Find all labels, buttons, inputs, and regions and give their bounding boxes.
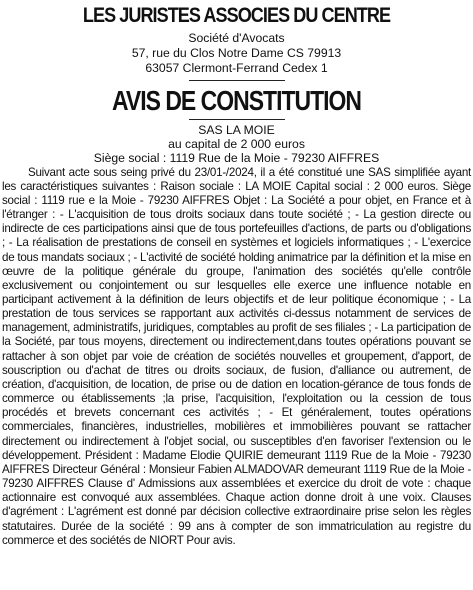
- divider: [189, 119, 285, 120]
- law-firm-details: [2, 31, 471, 76]
- company-name: SAS LA MOIE: [198, 123, 275, 137]
- company-capital: au capital de 2 000 euros: [168, 137, 305, 152]
- divider: [189, 80, 285, 81]
- law-firm-type: Société d'Avocats: [188, 31, 285, 45]
- notice-body: Suivant acte sous seing privé du 23/01-/2024, il a été constitué une SAS simplifiée ayant les caractéristiques suivantes : Raison sociale : LA MOIE Capital social : 2 000 euros. Siège social : 1119 rue e la Moie - 79230 AIFFRES Objet : La Société a pour objet, en France et à l'étranger : - L'acquisition de tous droits sociaux dans toute société ; - La gestion directe ou indirecte de ces participations ainsi que de tous portefeuilles d'actions, de parts ou d'obligations ; - La réalisation de prestations de conseil en systèmes et logiciels informatiques ; - L'exercice de tous mandats sociaux ; - L'activité de société holding animatrice par la définition et la mise en œuvre de la politique générale du groupe, l'animation des sociétés qu'elle contrôle exclusivement ou conjointement ou sur lesquelles elle exerce une influence notable en participant activement à la définition de leurs objectifs et de leur politique économique ; - La prestation de tous services se rapportant aux activités ci-dessus notamment de services de management, administratifs, juridiques, comptables au profit de ses filiales ; - La participation de la Société, par tous moyens, directement ou indirectement,dans toutes opérations pouvant se rattacher à son objet par voie de création de sociétés nouvelles et groupement, d'apport, de souscription ou d'achat de titres ou droits sociaux, de fusion, d'alliance ou autrement, de création, d'acquisition, de location, de prise ou de dation en location-gérance de tous fonds de commerce ou établissements ;la prise, l'acquisition, l'exploitation ou la cession de tous procédés et brevets concernant ces activités ; - Et généralement, toutes opérations commerciales, financières, industrielles, mobilières et immobilières pouvant se rattacher directement ou indirectement à l'objet social, ou susceptibles d'en favoriser l'extension ou le développement. Président : Madame Elodie QUIRIE demeurant 1119 Rue de la Moie - 79230 AIFFRES Directeur Général : Monsieur Fabien ALMADOVAR demeurant 1119 Rue de la Moie - 79230 AIFFRES Clause d' Admissions aux assemblées et exercice du droit de vote : chaque actionnaire est convoqué aux assemblées. Chaque action donne droit à une voix. Clauses d'agrément : L'agrément est donné par décision collective extraordinaire prise selon les règles statutaires. Durée de la société : 99 ans à compter de son immatriculation au registre du commerce et des sociétés de NIORT Pour avis.: [2, 165, 471, 547]
- law-firm-city: 63057 Clermont-Ferrand Cedex 1: [145, 61, 328, 75]
- notice-title: AVIS DE CONSTITUTION: [111, 85, 362, 116]
- law-firm-address: 57, rue du Clos Notre Dame CS 79913: [131, 46, 342, 60]
- law-firm-name: LES JURISTES ASSOCIES DU CENTRE: [82, 4, 391, 27]
- company-seat: Siège social : 1119 Rue de la Moie - 79230 AIFFRES: [93, 151, 380, 166]
